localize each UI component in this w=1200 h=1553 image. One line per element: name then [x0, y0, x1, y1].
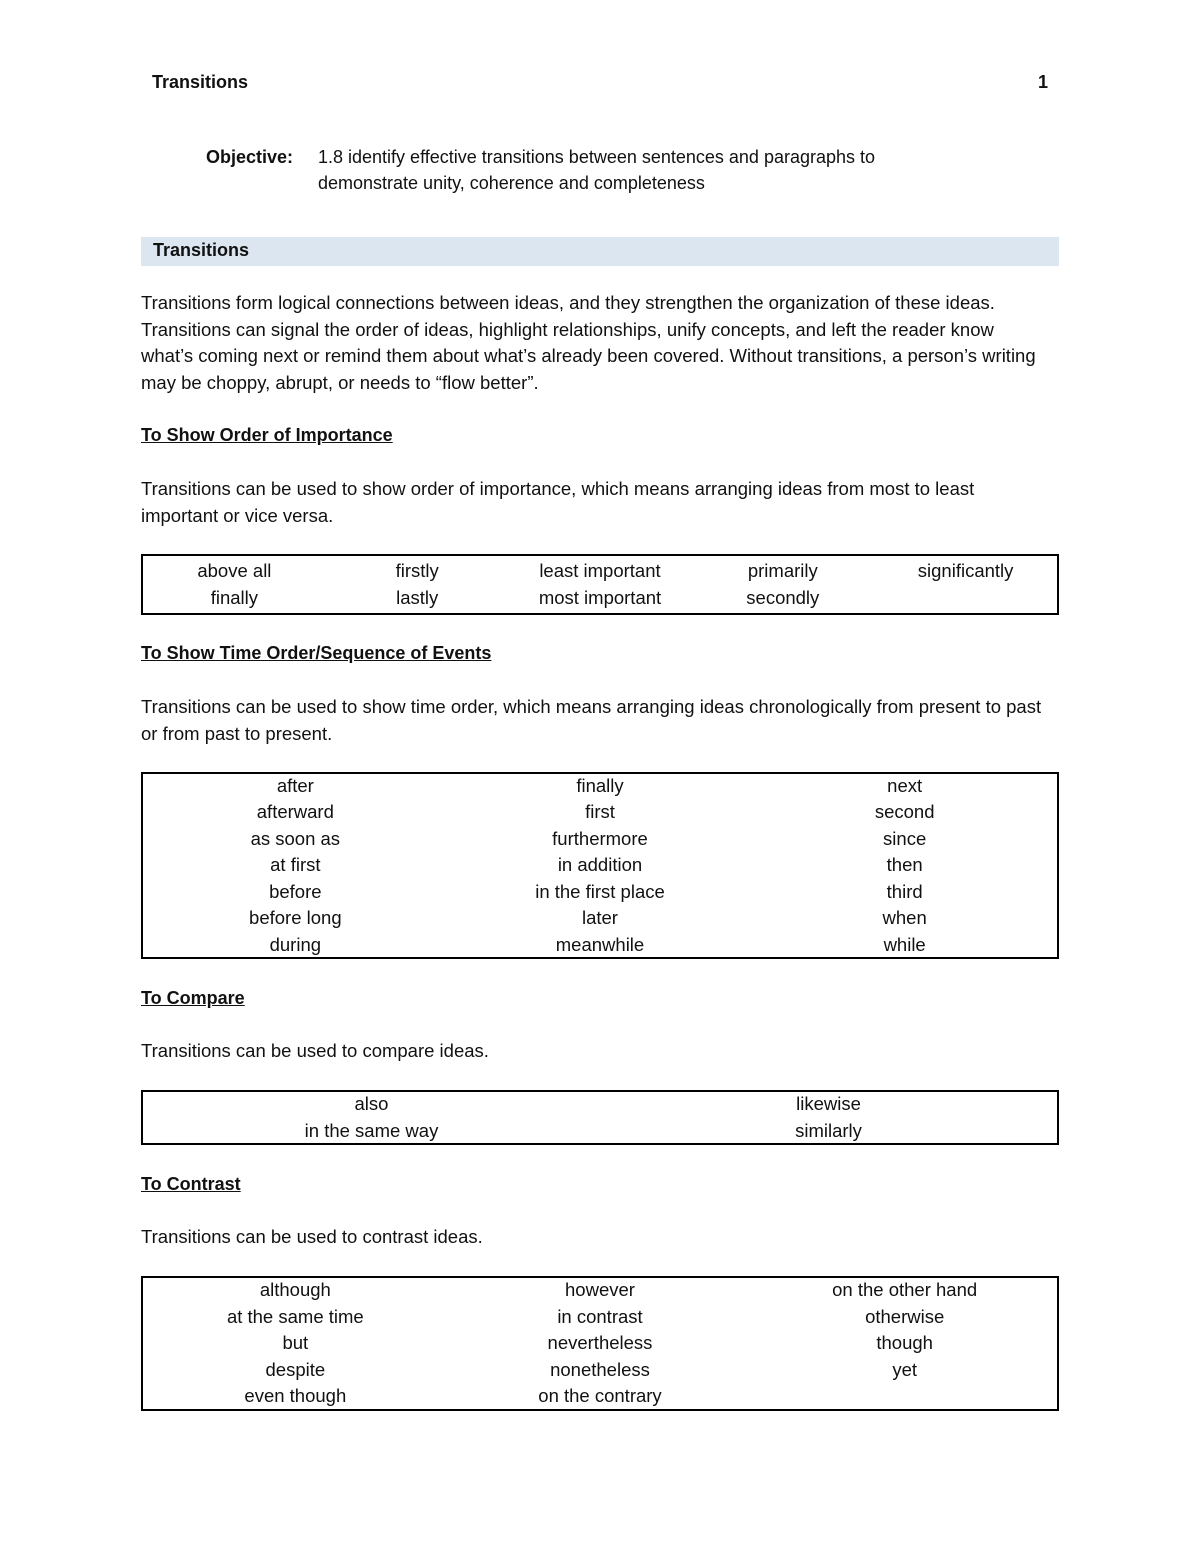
- compare-table: [141, 1090, 1059, 1145]
- transition-word: however: [565, 1279, 635, 1301]
- transition-word: secondly: [746, 586, 820, 608]
- transition-word: finally: [210, 586, 259, 608]
- transition-word: similarly: [795, 1119, 862, 1141]
- transition-word: at the same time: [226, 1305, 364, 1327]
- transition-word: firstly: [395, 560, 439, 581]
- transition-word: in contrast: [557, 1305, 643, 1327]
- transition-word: significantly: [917, 560, 1014, 581]
- section-title: Transitions: [153, 240, 250, 260]
- transition-word: as soon as: [250, 827, 341, 849]
- contrast-table: [141, 1276, 1059, 1411]
- importance-description: Transitions can be used to show order of importance, which means arranging ideas from most to least important or vice versa.: [141, 478, 975, 526]
- objective-label: Objective:: [206, 147, 294, 167]
- transition-word: above all: [197, 560, 272, 581]
- transition-word: third: [886, 880, 923, 902]
- transition-word: likewise: [796, 1093, 861, 1114]
- transition-word: least important: [539, 560, 661, 581]
- contrast-description: Transitions can be used to contrast ideas.: [141, 1226, 483, 1247]
- transition-word: in the same way: [304, 1119, 439, 1141]
- intro-paragraph: Transitions form logical connections between ideas, and they strengthen the organization of these ideas. Transitions can signal the order of ideas, highlight relationships, unify concepts, and left the reader know what’s coming next or remind them about what’s already been covered. Without transitions, a person’s writing may be choppy, abrupt, or needs to “flow better”.: [141, 292, 1036, 393]
- time-order-description: Transitions can be used to show time order, which means arranging ideas chronologically from present to past or from past to present.: [141, 696, 1042, 744]
- transition-word: in the first place: [535, 880, 665, 902]
- transition-word: [874, 585, 1057, 612]
- transition-word: meanwhile: [555, 933, 645, 955]
- transition-word: but: [282, 1332, 309, 1354]
- transition-word: while: [883, 933, 926, 955]
- importance-table: [141, 554, 1059, 615]
- transition-word: on the contrary: [538, 1385, 662, 1407]
- transition-word: otherwise: [865, 1305, 945, 1327]
- page-number: 1: [1037, 72, 1048, 92]
- transition-word: yet: [892, 1358, 917, 1380]
- transition-word: second: [874, 801, 935, 823]
- transition-word: finally: [576, 774, 624, 796]
- compare-heading: To Compare: [141, 988, 245, 1008]
- transition-word: then: [886, 854, 923, 876]
- transition-word: next: [887, 774, 923, 796]
- transition-word: primarily: [747, 560, 818, 581]
- transition-word: when: [882, 907, 927, 929]
- section-title-bar: [141, 237, 1059, 266]
- transition-word: afterward: [256, 801, 334, 823]
- transition-word: though: [876, 1332, 933, 1354]
- transition-word: at first: [270, 854, 321, 876]
- transition-word: before long: [249, 907, 342, 929]
- transition-word: during: [269, 933, 322, 955]
- transition-word: even though: [244, 1385, 347, 1407]
- objective-text: 1.8 identify effective transitions between sentences and paragraphs to demonstrate unity, coherence and completeness: [318, 147, 876, 193]
- transition-word: after: [276, 774, 314, 796]
- time-order-heading: To Show Time Order/Sequence of Events: [141, 643, 492, 663]
- transition-word: despite: [265, 1358, 326, 1380]
- transition-word: nevertheless: [547, 1332, 653, 1354]
- transition-word: furthermore: [552, 827, 648, 849]
- transition-word: later: [581, 907, 618, 929]
- transition-word: [752, 1383, 1057, 1410]
- transition-word: lastly: [396, 586, 439, 608]
- importance-heading: To Show Order of Importance: [141, 425, 393, 445]
- transition-word: nonetheless: [550, 1358, 650, 1380]
- transition-word: on the other hand: [832, 1279, 978, 1301]
- contrast-heading: To Contrast: [141, 1174, 241, 1194]
- time-order-table: [141, 772, 1059, 959]
- page-header: [152, 72, 1048, 100]
- transition-word: also: [354, 1093, 389, 1114]
- transition-word: in addition: [557, 854, 643, 876]
- transition-word: since: [883, 827, 927, 849]
- header-title: Transitions: [152, 72, 249, 92]
- transition-word: before: [269, 880, 322, 902]
- compare-description: Transitions can be used to compare ideas.: [141, 1040, 489, 1061]
- transition-word: most important: [538, 586, 662, 608]
- transition-word: although: [259, 1279, 331, 1301]
- transition-word: first: [585, 801, 615, 823]
